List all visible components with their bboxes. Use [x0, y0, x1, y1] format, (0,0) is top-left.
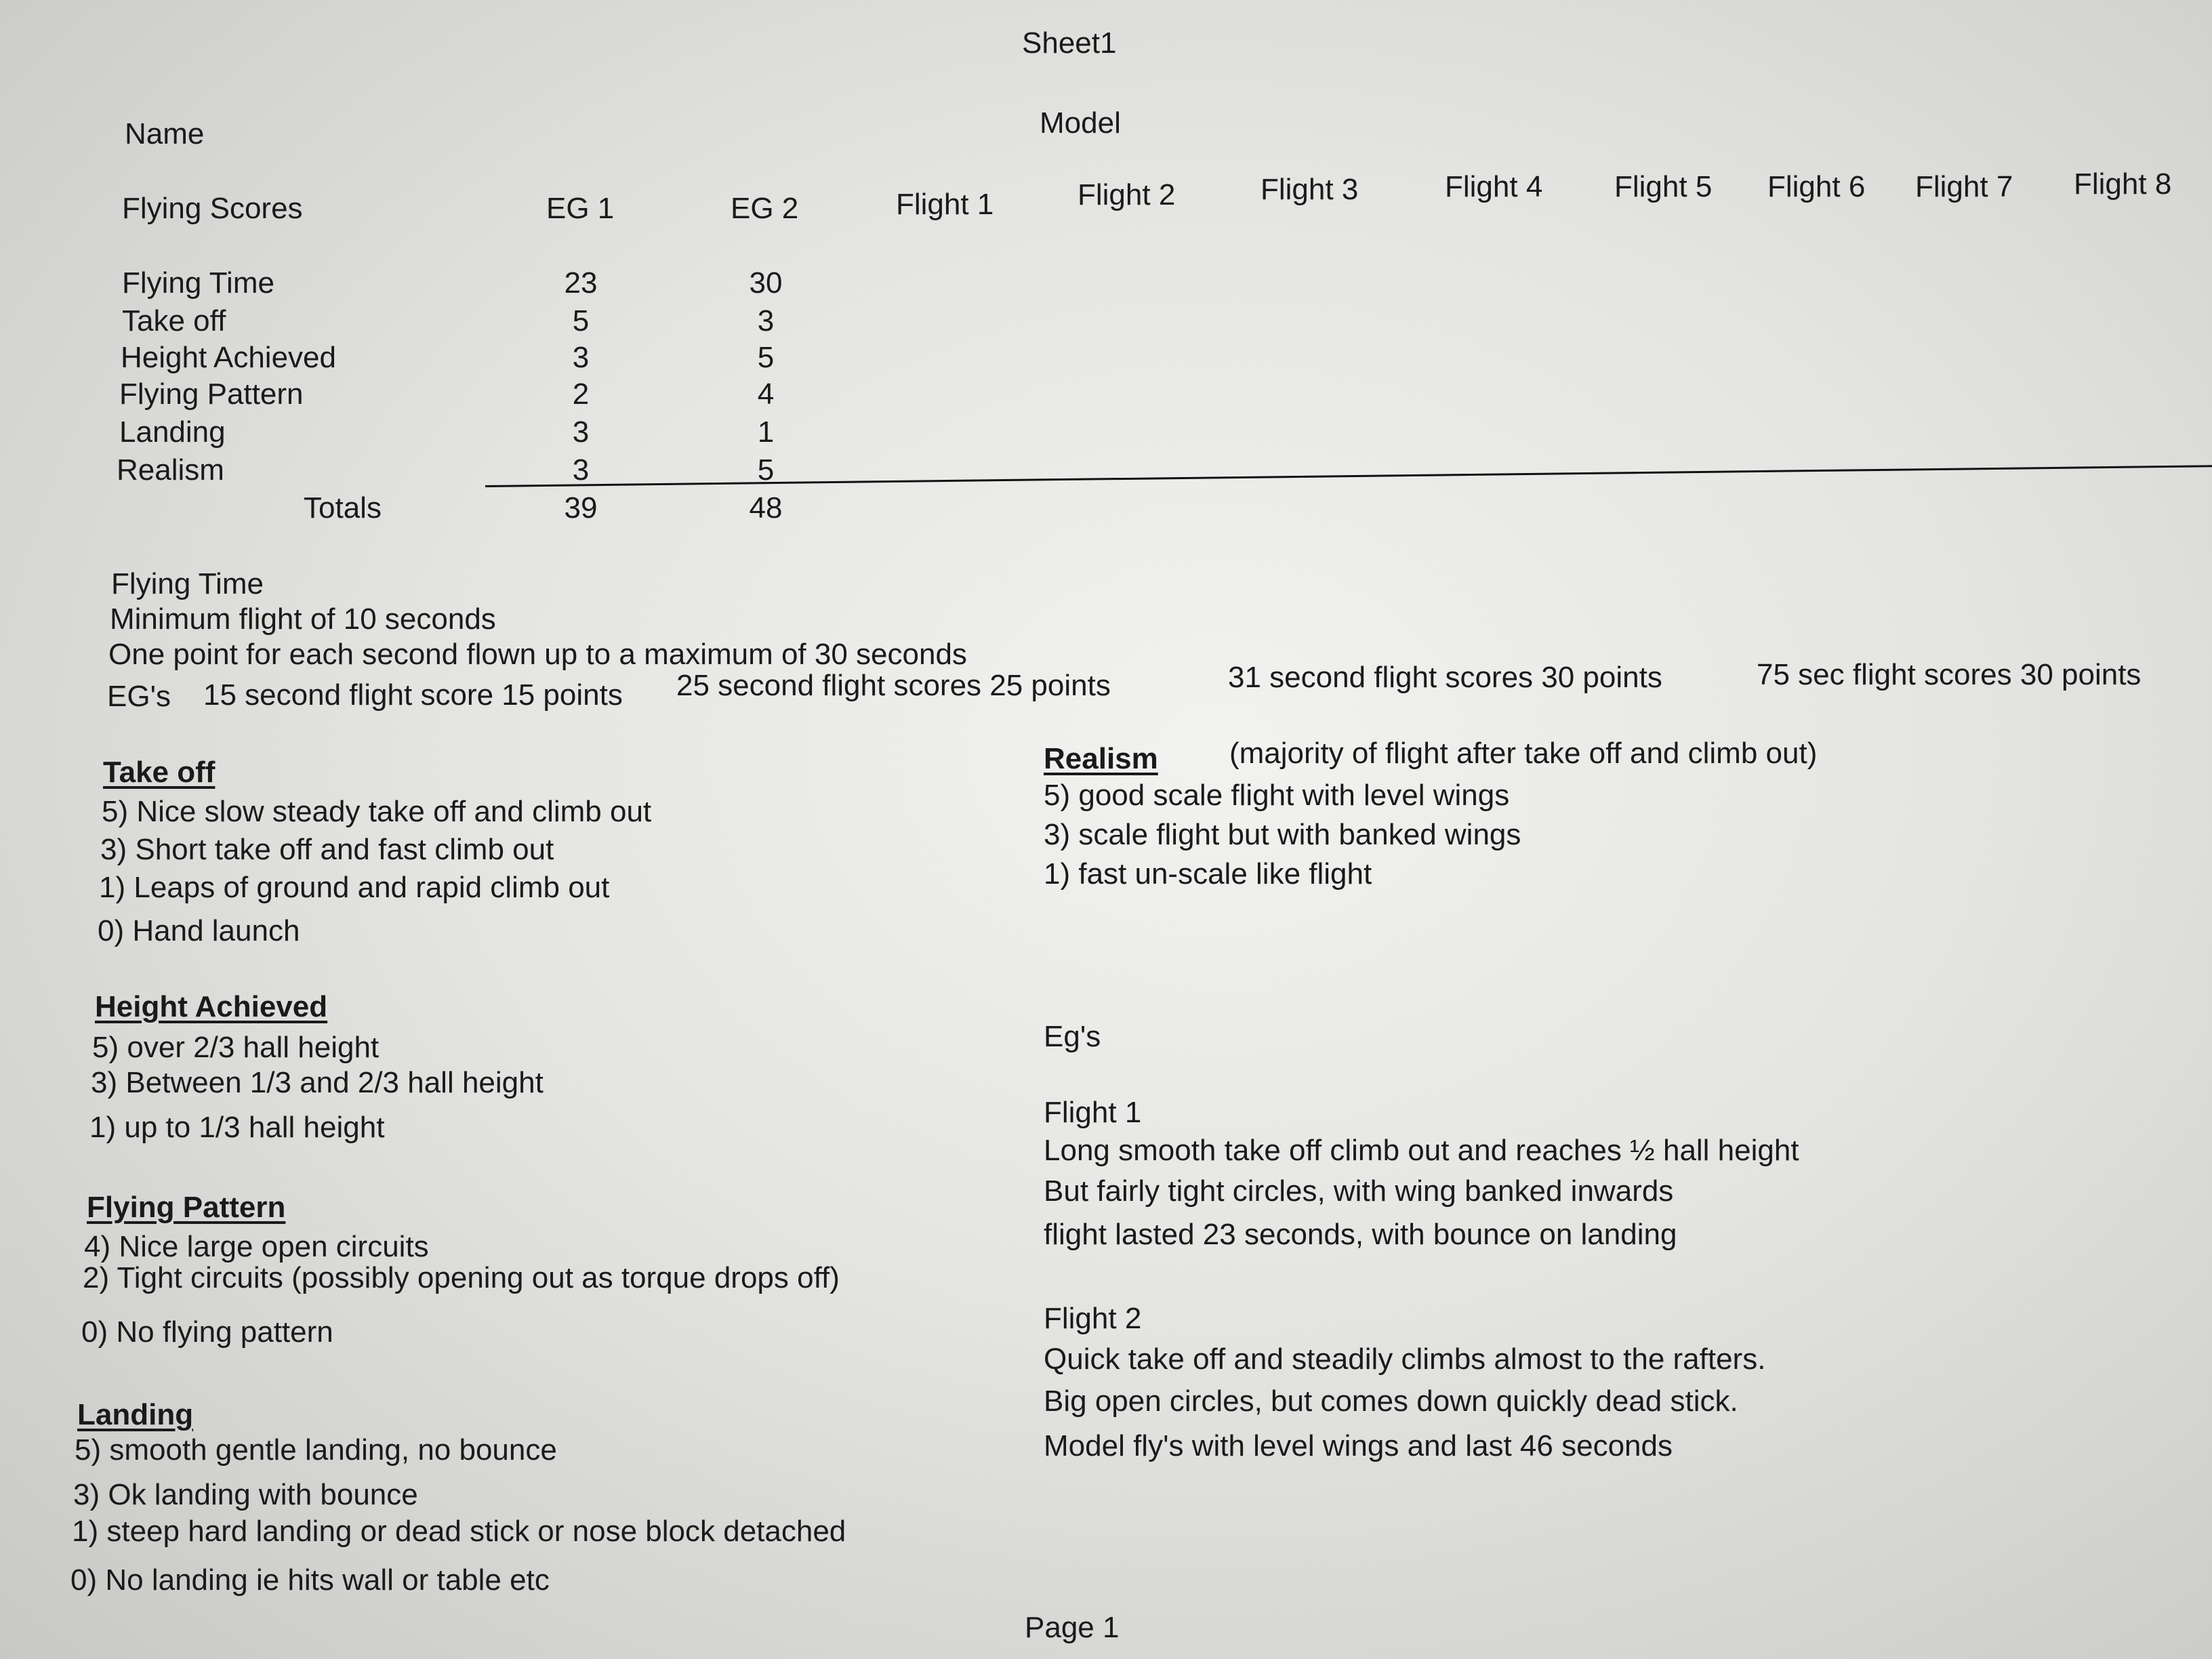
column-header: Flight 5	[1614, 170, 1713, 203]
realism-item: 1) fast un-scale like flight	[1044, 857, 1372, 890]
flying-pattern-item: 0) No flying pattern	[81, 1315, 333, 1349]
eg2-value: 30	[749, 266, 783, 300]
height-achieved-heading: Height Achieved	[95, 990, 328, 1023]
column-header: Flight 3	[1261, 173, 1359, 206]
eg2-value: 5	[757, 453, 775, 487]
row-label: Realism	[117, 453, 224, 487]
eg2-value: 4	[757, 377, 775, 411]
eg1-value: 3	[572, 453, 590, 487]
realism-heading: Realism	[1044, 742, 1158, 775]
column-header: Flight 4	[1445, 170, 1543, 203]
height-achieved-item: 5) over 2/3 hall height	[92, 1031, 380, 1064]
example-flight1-title: Flight 1	[1044, 1096, 1142, 1129]
realism-item: 3) scale flight but with banked wings	[1044, 818, 1521, 851]
realism-item: 5) good scale flight with level wings	[1044, 779, 1510, 812]
flying-time-example: 15 second flight score 15 points	[203, 678, 623, 712]
flying-time-example: 75 sec flight scores 30 points	[1757, 658, 2142, 691]
eg2-total: 48	[749, 491, 783, 525]
name-label: Name	[125, 117, 205, 150]
examples-label: EG's	[107, 680, 171, 713]
example-flight1-line: But fairly tight circles, with wing banked inwards	[1044, 1174, 1674, 1208]
height-achieved-item: 3) Between 1/3 and 2/3 hall height	[91, 1066, 544, 1099]
column-header: Flight 6	[1767, 170, 1866, 203]
take-off-item: 3) Short take off and fast climb out	[100, 833, 554, 866]
landing-heading: Landing	[77, 1398, 194, 1431]
totals-label: Totals	[304, 491, 382, 525]
flying-pattern-heading: Flying Pattern	[87, 1191, 286, 1224]
eg1-value: 2	[572, 377, 590, 411]
flying-pattern-item: 4) Nice large open circuits	[84, 1230, 429, 1263]
realism-note: (majority of flight after take off and climb out)	[1229, 737, 1818, 770]
model-label: Model	[1040, 106, 1121, 140]
example-flight2-line: Big open circles, but comes down quickly dead stick.	[1044, 1385, 1738, 1418]
take-off-item: 5) Nice slow steady take off and climb out	[102, 795, 652, 828]
example-flight2-line: Model fly's with level wings and last 46 seconds	[1044, 1429, 1673, 1462]
eg2-value: 5	[757, 341, 775, 374]
column-header: Flight 1	[896, 188, 994, 221]
flying-time-example: 25 second flight scores 25 points	[676, 669, 1111, 702]
page-number: Page 1	[1025, 1611, 1120, 1644]
column-header: Flight 7	[1915, 170, 2013, 203]
landing-item: 5) smooth gentle landing, no bounce	[75, 1433, 557, 1467]
eg1-value: 3	[572, 341, 590, 374]
flying-time-line: Minimum flight of 10 seconds	[110, 602, 496, 636]
flying-pattern-item: 2) Tight circuits (possibly opening out as torque drops off)	[83, 1261, 840, 1294]
sheet-title: Sheet1	[1022, 26, 1117, 60]
landing-item: 1) steep hard landing or dead stick or nose block detached	[72, 1515, 846, 1548]
example-flight1-line: Long smooth take off climb out and reaches ½ hall height	[1044, 1134, 1799, 1167]
column-header: Flight 8	[2074, 167, 2172, 201]
flying-time-line: One point for each second flown up to a maximum of 30 seconds	[108, 638, 967, 671]
row-label: Flying Pattern	[119, 377, 304, 411]
column-header: EG 1	[546, 192, 615, 225]
landing-item: 3) Ok landing with bounce	[73, 1478, 418, 1511]
eg1-value: 23	[564, 266, 598, 300]
row-label: Take off	[122, 304, 226, 337]
take-off-item: 0) Hand launch	[98, 914, 300, 947]
take-off-item: 1) Leaps of ground and rapid climb out	[99, 871, 610, 904]
row-label: Flying Time	[122, 266, 274, 300]
row-label: Height Achieved	[121, 341, 336, 374]
column-header: EG 2	[731, 192, 799, 225]
example-flight1-line: flight lasted 23 seconds, with bounce on landing	[1044, 1218, 1677, 1251]
eg2-value: 3	[757, 304, 775, 337]
flying-time-example: 31 second flight scores 30 points	[1228, 661, 1662, 694]
height-achieved-item: 1) up to 1/3 hall height	[89, 1111, 385, 1144]
flying-scores-title: Flying Scores	[122, 192, 303, 225]
example-flight2-title: Flight 2	[1044, 1302, 1142, 1335]
landing-item: 0) No landing ie hits wall or table etc	[70, 1563, 550, 1597]
column-header: Flight 2	[1078, 178, 1176, 211]
row-label: Landing	[119, 415, 226, 449]
flying-time-heading: Flying Time	[111, 567, 264, 600]
examples-section-label: Eg's	[1044, 1020, 1101, 1053]
example-flight2-line: Quick take off and steadily climbs almost to the rafters.	[1044, 1343, 1766, 1376]
take-off-heading: Take off	[103, 756, 216, 789]
eg1-total: 39	[564, 491, 598, 525]
eg2-value: 1	[757, 415, 775, 449]
eg1-value: 5	[572, 304, 590, 337]
eg1-value: 3	[572, 415, 590, 449]
